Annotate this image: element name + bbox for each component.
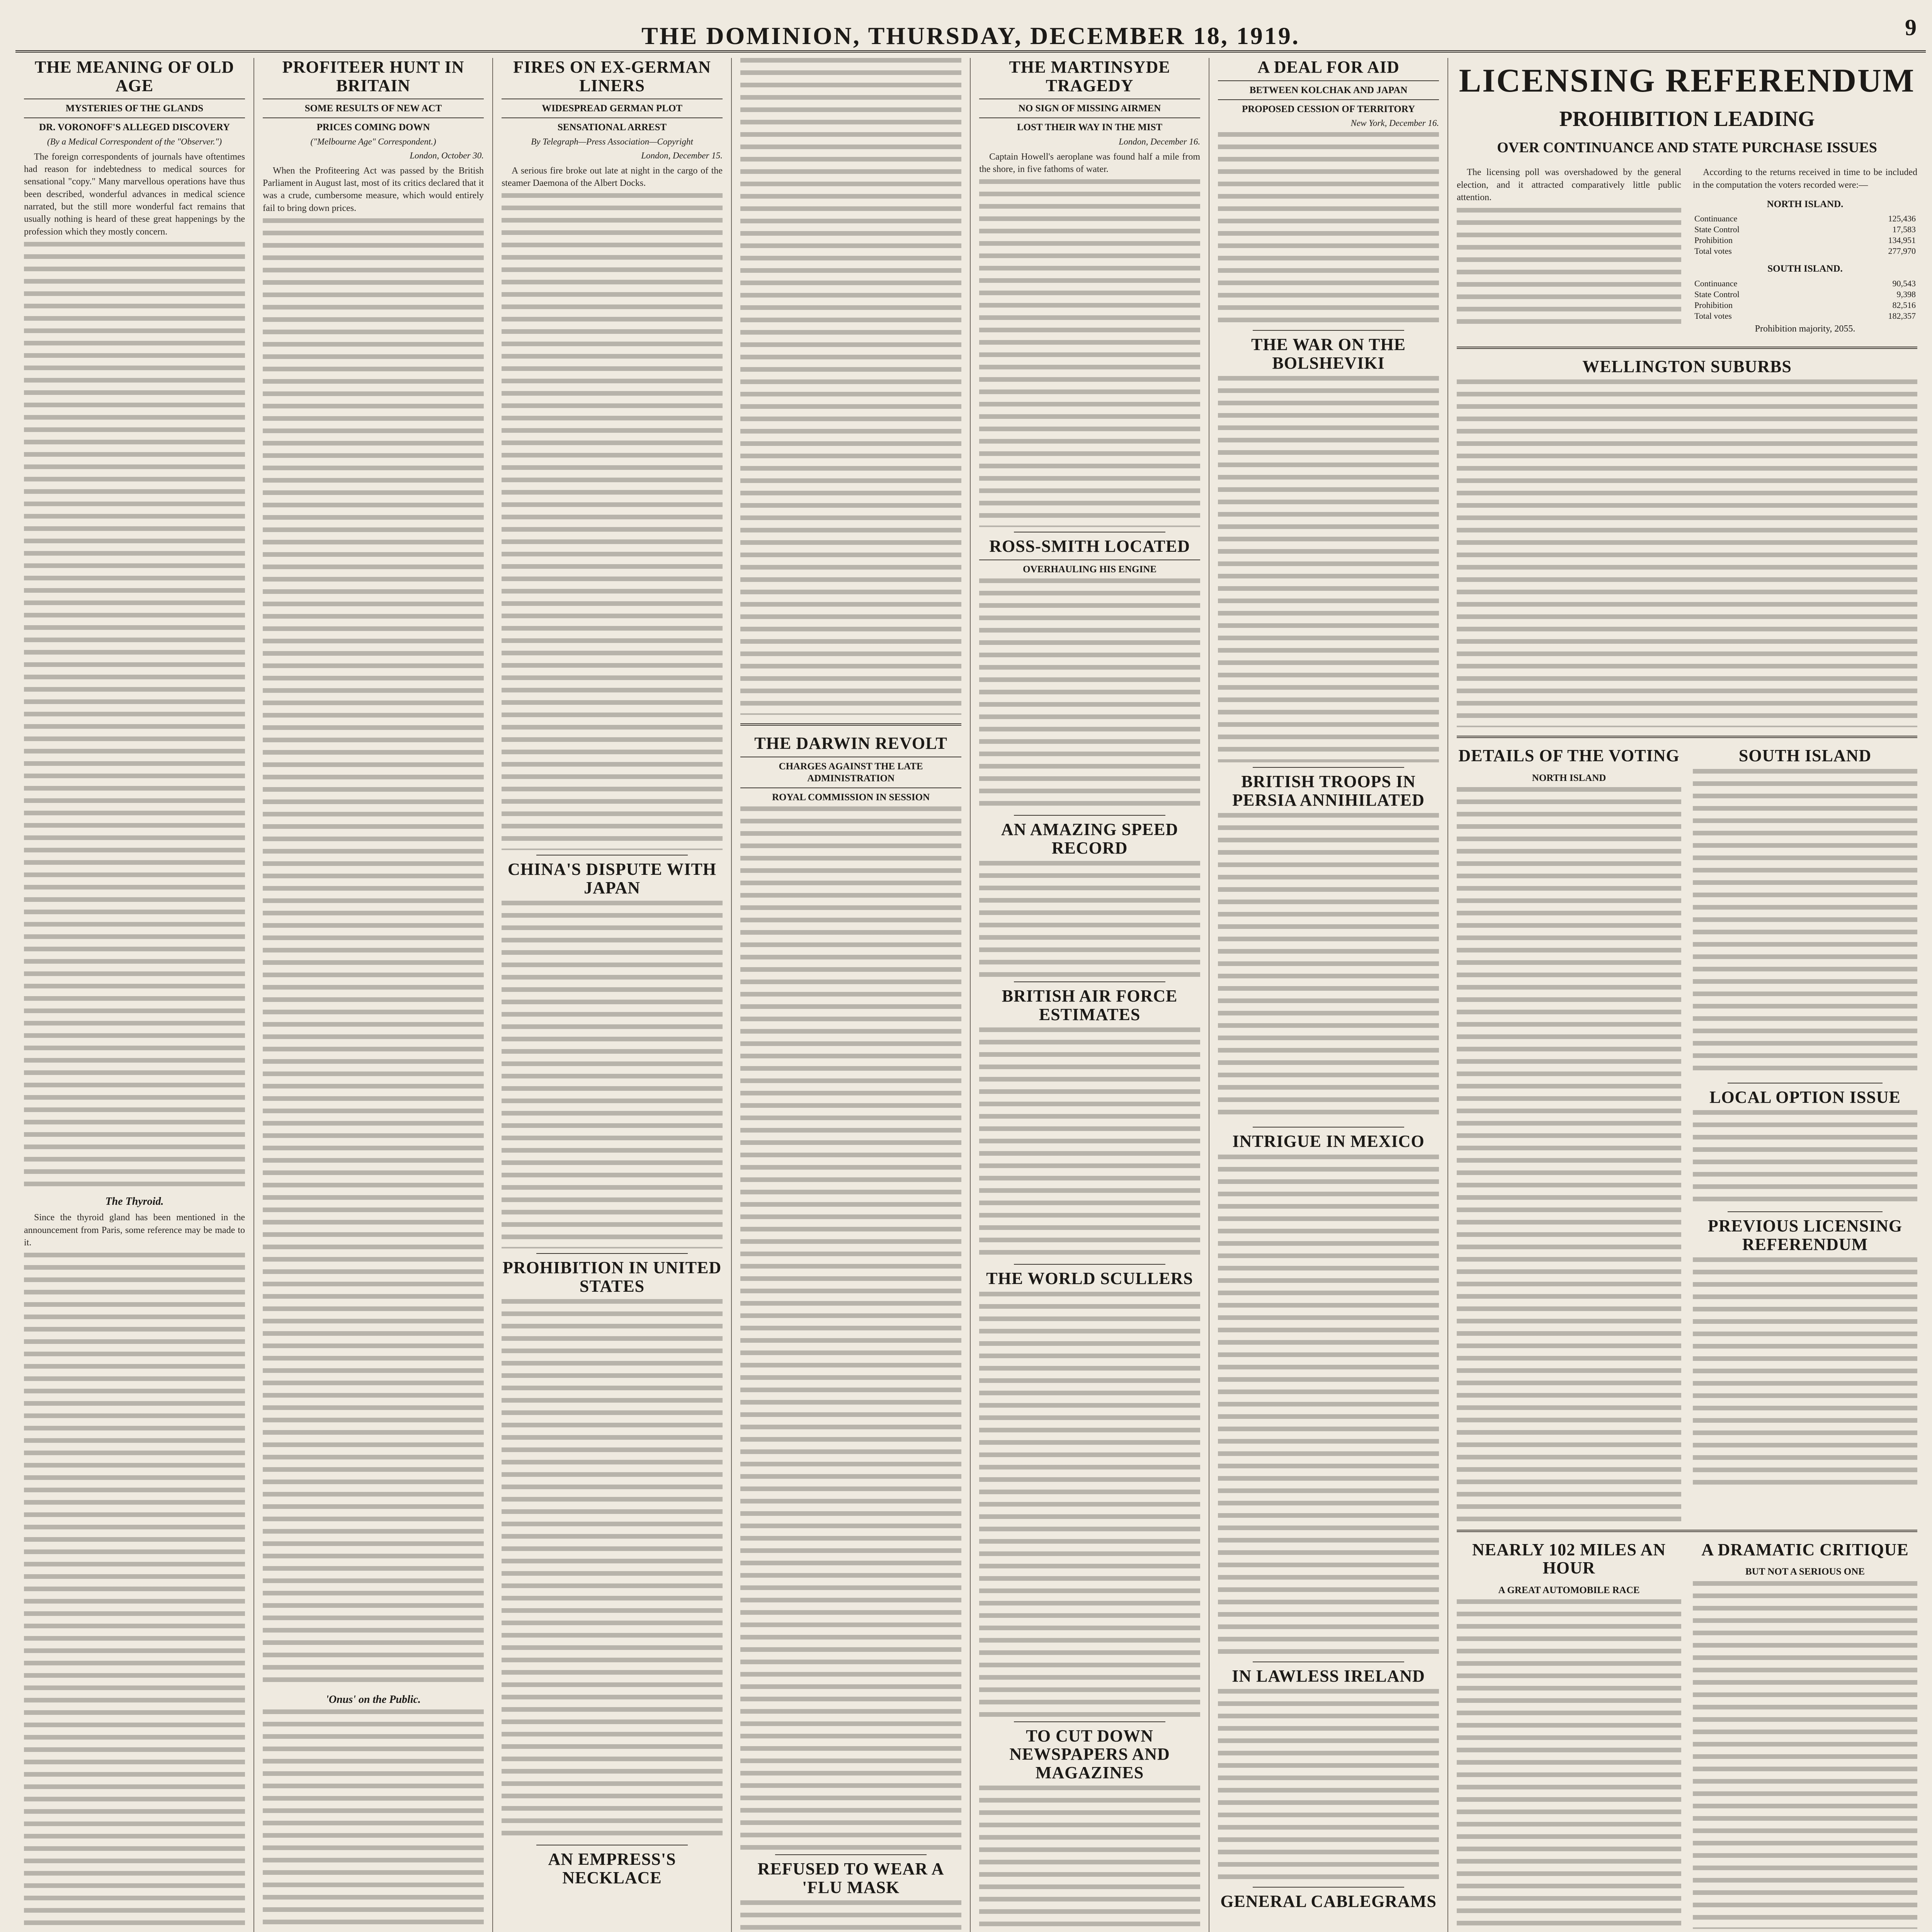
column-2 <box>254 58 493 1932</box>
headline-fires: FIRES ON EX-GERMAN LINERS <box>513 58 711 95</box>
headline-newspapers: TO CUT DOWN NEWSPAPERS AND MAGAZINES <box>1009 1726 1170 1782</box>
article-body-persia <box>1218 813 1439 1122</box>
article-text: When the Profiteering Act was passed by the British Parliament in August last, most of its critics declared that it was a crude, cumbersome measure, which would entirely fail to bring down prices. <box>263 165 484 213</box>
headline-flu-mask: REFUSED TO WEAR A 'FLU MASK <box>757 1859 944 1897</box>
critique-body <box>1693 1581 1917 1929</box>
article-body-mexico <box>1218 1155 1439 1657</box>
subhead-results: SOME RESULTS OF NEW ACT <box>263 99 484 114</box>
headline-wellington-suburbs: WELLINGTON SUBURBS <box>1582 357 1792 376</box>
headline-south-island: SOUTH ISLAND <box>1738 746 1872 765</box>
subhead-arrest: SENSATIONAL ARREST <box>502 117 723 133</box>
article-body-china <box>502 901 723 1248</box>
article-body-2 <box>24 1253 245 1932</box>
article-body-prohibition <box>502 1299 723 1840</box>
article-body <box>502 193 723 850</box>
article-body-2 <box>263 1709 484 1932</box>
column-7 <box>1448 58 1926 1932</box>
headline-scullers: THE WORLD SCULLERS <box>986 1269 1193 1288</box>
table-row: Continuance 90,543 <box>1694 278 1916 288</box>
article-body <box>263 218 484 1687</box>
table-row: State Control 9,398 <box>1694 289 1916 299</box>
article-text: The foreign correspondents of journals have oftentimes had reason for indebtedness to medical sources for sensational "copy." Many marvellous operations have thus been described, wonderful advances in medical science narrated, but the still more wonderful fact remains that usually nothing is heard of these great happenings by the profession which they mostly concern. <box>24 151 245 237</box>
headline-necklace: AN EMPRESS'S NECKLACE <box>548 1850 676 1887</box>
table-row: Continuance 125,436 <box>1694 214 1916 224</box>
subhead-issues: OVER CONTINUANCE AND STATE PURCHASE ISSUES <box>1497 139 1877 156</box>
south-island-returns <box>1693 278 1917 321</box>
headline-local-option: LOCAL OPTION ISSUE <box>1709 1087 1901 1107</box>
dateline: London, December 15. <box>641 150 723 160</box>
article-body-ireland <box>1218 1689 1439 1882</box>
dateline: New York, December 16. <box>1350 118 1439 128</box>
subhead-engine: OVERHAULING HIS ENGINE <box>979 560 1200 575</box>
article-body-continued <box>740 58 961 715</box>
headline-details: DETAILS OF THE VOTING <box>1458 746 1680 765</box>
licensing-intro-row <box>1457 166 1917 338</box>
section-thyroid: The Thyroid. <box>105 1196 164 1208</box>
headline-mexico: INTRIGUE IN MEXICO <box>1232 1132 1425 1151</box>
dateline: London, October 30. <box>410 150 484 160</box>
bottom-right <box>1693 1541 1917 1932</box>
north-island-title: NORTH ISLAND. <box>1767 199 1844 210</box>
headline-speed-record: AN AMAZING SPEED RECORD <box>1001 820 1179 857</box>
north-island-returns <box>1693 213 1917 257</box>
page-number: 9 <box>1905 15 1918 40</box>
table-row: State Control 17,583 <box>1694 224 1916 235</box>
headline-profiteer: PROFITEER HUNT IN BRITAIN <box>282 58 464 95</box>
columns <box>15 58 1926 1932</box>
section-onus: 'Onus' on the Public. <box>326 1694 421 1706</box>
column-6 <box>1209 58 1448 1932</box>
subhead-critique: BUT NOT A SERIOUS ONE <box>1745 1566 1865 1577</box>
licensing-returns <box>1693 166 1917 338</box>
bottom-left <box>1457 1541 1681 1932</box>
headline-air-force: BRITISH AIR FORCE ESTIMATES <box>1002 986 1178 1024</box>
headline-china: CHINA'S DISPUTE WITH JAPAN <box>508 860 717 897</box>
headline-ireland: IN LAWLESS IRELAND <box>1232 1666 1425 1685</box>
licensing-text: The licensing poll was overshadowed by the general election, and it attracted comparatively little public attention. <box>1457 167 1682 203</box>
headline-cablegrams: GENERAL CABLEGRAMS <box>1220 1892 1437 1911</box>
local-option-details <box>1693 1110 1917 1207</box>
headline-old-age: THE MEANING OF OLD AGE <box>34 58 235 95</box>
subhead-voronoff: DR. VORONOFF'S ALLEGED DISCOVERY <box>24 117 245 133</box>
article-body <box>1218 132 1439 325</box>
details-right <box>1693 747 1917 1521</box>
suburbs-table <box>1457 379 1917 727</box>
subhead-cession: PROPOSED CESSION OF TERRITORY <box>1218 99 1439 115</box>
headline-prohibition-us: PROHIBITION IN UNITED STATES <box>502 1258 722 1296</box>
subhead-missing: NO SIGN OF MISSING AIRMEN <box>979 99 1200 114</box>
article-body-speed <box>979 861 1200 977</box>
speed-body <box>1457 1599 1681 1932</box>
details-row <box>1457 747 1917 1521</box>
licensing-intro-left <box>1457 166 1681 338</box>
headline-deal: A DEAL FOR AID <box>1257 58 1400 77</box>
returns-intro: According to the returns received in time to be included in the computation the voters recorded were:— <box>1693 167 1917 190</box>
article-body-flu <box>740 1900 961 1932</box>
byline: By Telegraph—Press Association—Copyright <box>531 136 693 146</box>
article-text: Captain Howell's aeroplane was found half a mile from the shore, in five fathoms of water. <box>979 151 1201 174</box>
north-island-details <box>1457 787 1681 1521</box>
byline: (By a Medical Correspondent of the "Observer.") <box>47 136 222 146</box>
subhead-mist: LOST THEIR WAY IN THE MIST <box>979 117 1200 133</box>
article-text-2: Since the thyroid gland has been mentioned in the announcement from Paris, some reference may be made to it. <box>24 1213 245 1248</box>
headline-ross-smith: ROSS-SMITH LOCATED <box>989 537 1190 556</box>
subhead-commission: ROYAL COMMISSION IN SESSION <box>740 787 961 803</box>
bottom-row <box>1457 1541 1917 1932</box>
prohibition-majority: Prohibition majority, 2055. <box>1755 323 1855 334</box>
table-row: Prohibition 82,516 <box>1694 300 1916 310</box>
headline-previous-referendum: PREVIOUS LICENSING REFERENDUM <box>1708 1216 1903 1254</box>
south-island-title: SOUTH ISLAND. <box>1767 264 1843 274</box>
article-body <box>979 179 1200 527</box>
column-3 <box>493 58 732 1932</box>
masthead <box>15 4 1926 53</box>
column-5 <box>971 58 1209 1932</box>
table-row: Prohibition 134,951 <box>1694 235 1916 245</box>
headline-speed: NEARLY 102 MILES AN HOUR <box>1472 1540 1666 1578</box>
subhead-kolchak: BETWEEN KOLCHAK AND JAPAN <box>1218 80 1439 96</box>
previous-details <box>1693 1257 1917 1489</box>
details-left <box>1457 747 1681 1521</box>
subhead-prices: PRICES COMING DOWN <box>263 117 484 133</box>
subhead-charges: CHARGES AGAINST THE LATE ADMINISTRATION <box>740 757 961 785</box>
headline-darwin: THE DARWIN REVOLT <box>754 734 947 753</box>
article-body <box>24 242 245 1189</box>
headline-persia: BRITISH TROOPS IN PERSIA ANNIHILATED <box>1232 772 1425 810</box>
subhead-prohibition-leading: PROHIBITION LEADING <box>1559 107 1815 131</box>
article-body-airforce <box>979 1027 1200 1259</box>
subhead-automobile: A GREAT AUTOMOBILE RACE <box>1498 1585 1640 1595</box>
table-row-total: Total votes 277,970 <box>1694 246 1916 256</box>
table-row-total: Total votes 182,357 <box>1694 311 1916 321</box>
article-body-darwin <box>740 806 961 1850</box>
article-body-bolsheviki <box>1218 376 1439 762</box>
headline-martinsyde: THE MARTINSYDE TRAGEDY <box>1009 58 1170 95</box>
masthead-title: THE DOMINION, THURSDAY, DECEMBER 18, 1919. <box>641 22 1300 49</box>
column-4 <box>732 58 971 1932</box>
headline-licensing: LICENSING REFERENDUM <box>1459 62 1915 99</box>
article-body-scullers <box>979 1292 1200 1717</box>
licensing-body <box>1457 208 1681 324</box>
column-1 <box>15 58 254 1932</box>
headline-bolsheviki: THE WAR ON THE BOLSHEVIKI <box>1251 335 1406 372</box>
subhead-north-island: NORTH ISLAND <box>1532 772 1606 783</box>
dateline: London, December 16. <box>1119 136 1201 146</box>
subhead-plot: WIDESPREAD GERMAN PLOT <box>502 99 723 114</box>
article-text: A serious fire broke out late at night in the cargo of the steamer Daemona of the Albert Docks. <box>502 165 723 188</box>
article-body-newspapers <box>979 1786 1200 1932</box>
byline: ("Melbourne Age" Correspondent.) <box>310 136 436 146</box>
subhead-glands: MYSTERIES OF THE GLANDS <box>24 99 245 114</box>
south-island-details <box>1693 769 1917 1078</box>
headline-critique: A DRAMATIC CRITIQUE <box>1701 1540 1909 1559</box>
article-body-ross <box>979 578 1200 810</box>
